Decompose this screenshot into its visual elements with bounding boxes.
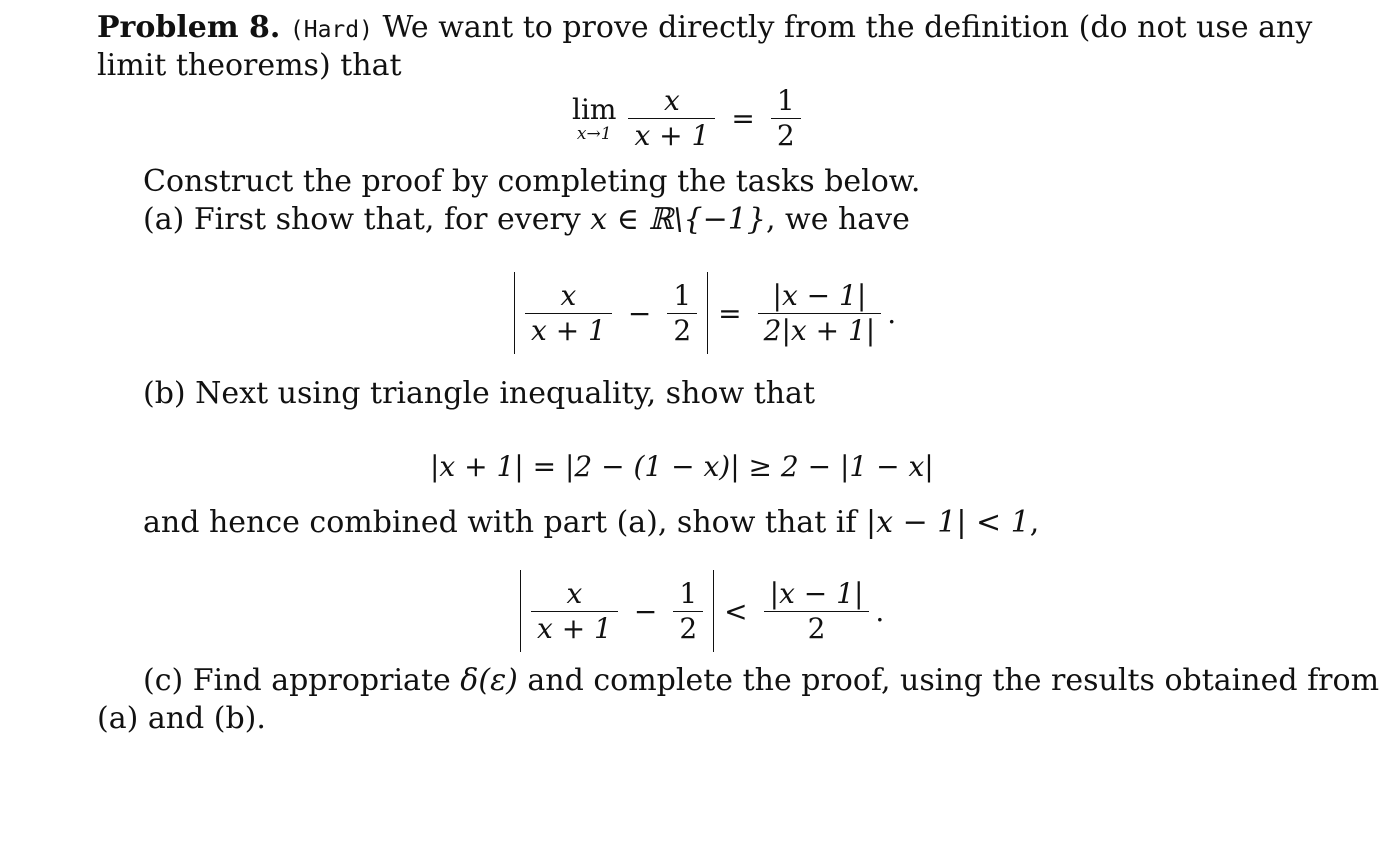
part-a-text-post: , we have [765,202,910,237]
part-b2-line [143,505,1039,541]
part-a-line [143,202,910,238]
part-c-text-post: and complete the proof, using the results obtained from [527,663,1379,698]
period: . [887,296,897,330]
construct-text: Construct the proof by completing the tasks below. [143,164,921,199]
lim-word: lim [572,92,617,126]
part-b-line [143,376,815,412]
problem-label: Problem 8. [97,10,281,45]
less-than-sign: < [724,594,748,628]
construct-line [143,164,920,200]
part-c-text: (c) Find appropriate [143,663,451,698]
limit-rhs-numerator: 1 [776,84,795,117]
half-denominator: 2 [673,313,692,347]
eq-a-rhs [758,279,882,348]
half-denominator: 2 [679,611,698,645]
problem-intro-line-1 [97,10,1312,48]
part-c-line [143,663,1379,699]
limit-equation [572,84,807,153]
absolute-value [514,272,708,354]
problem-intro-line-2 [97,48,402,84]
period: . [875,594,885,628]
difficulty-tag: (Hard) [289,17,373,43]
limit-numerator: x [664,84,680,117]
half-numerator: 1 [673,278,692,312]
limit-rhs-denominator: 2 [776,119,795,152]
half-numerator: 1 [679,576,698,610]
eq-a-numerator: x [560,278,577,312]
part-c-math: δ(ε) [460,663,518,698]
triangle-inequality-text: |x + 1| = |2 − (1 − x)| ≥ 2 − |1 − x| [430,450,934,483]
equals-sign: = [718,296,742,330]
eq-b-rhs [764,577,870,646]
eq-a-rhs-numerator: |x − 1| [772,278,867,312]
part-b-text: (b) Next using triangle inequality, show that [143,376,815,411]
equals-sign: = [731,102,755,135]
intro-text-2: limit theorems) that [97,48,402,83]
limit-fraction [628,84,715,153]
lim-subscript: x→1 [576,123,612,144]
eq-b-numerator: x [566,576,583,610]
eq-a-fraction [525,279,612,348]
part-c-text-2: (a) and (b). [97,701,266,736]
eq-b-fraction [531,577,618,646]
part-b2-text: and hence combined with part (a), show that if [143,505,857,540]
minus-sign: − [633,594,658,628]
triangle-inequality [430,450,934,483]
part-c-line-2 [97,701,266,737]
part-a-text: (a) First show that, for every [143,202,581,237]
minus-sign: − [627,296,652,330]
eq-b-half [673,577,703,646]
part-b2-text-post: , [1029,505,1040,540]
part-b2-math: |x − 1| < 1 [866,505,1030,540]
eq-b-rhs-numerator: |x − 1| [769,576,864,610]
eq-a-rhs-denominator: 2|x + 1| [763,313,876,347]
equation-a [514,272,896,354]
eq-b-denominator: x + 1 [537,611,612,645]
equation-b [520,570,884,652]
limit-denominator: x + 1 [634,119,710,152]
intro-text-1: We want to prove directly from the definition (do not use any [382,10,1313,45]
eq-b-rhs-denominator: 2 [807,611,826,645]
eq-a-denominator: x + 1 [531,313,606,347]
part-a-math: x ∈ ℝ\{−1} [590,202,766,237]
absolute-value [520,570,714,652]
limit-operator [572,92,617,144]
eq-a-half [667,279,697,348]
limit-rhs-fraction [771,84,801,153]
